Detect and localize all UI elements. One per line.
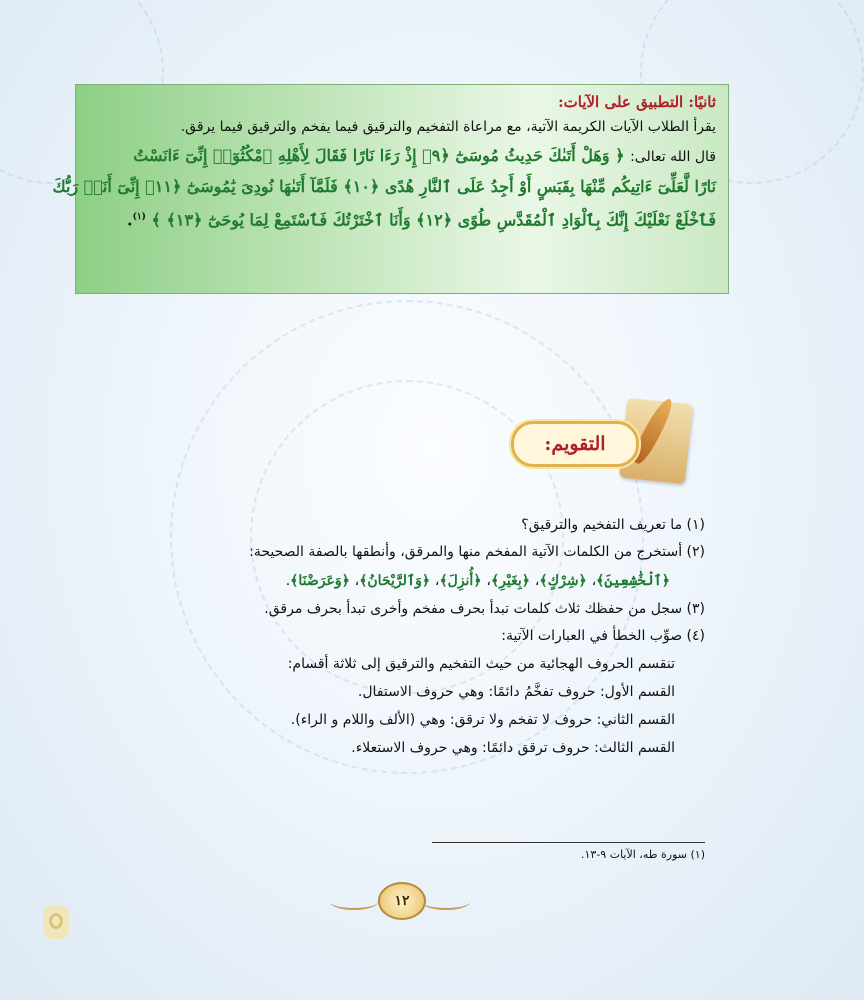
evaluation-title: التقويم:: [544, 433, 606, 455]
statement-part-1: القسم الأول: حروف تفخَّمُ دائمًا: وهي حروف الاستفال.: [357, 684, 675, 700]
verse-line-2: نَارًا لَّعَلِّىٓ ءَاتِيكُم مِّنْهَا بِقَبَسٍ أَوْ أَجِدُ عَلَى ٱلنَّارِ هُدًى ﴿١٠﴾ فَلَمَّآ أَتَىٰهَا نُودِىَ يَٰمُوسَىٰٓ ﴿١١﴾ إِنِّىٓ أَنَا۠ رَبُّكَ: [52, 177, 716, 196]
evaluation-title-badge: [511, 421, 639, 467]
footnote-divider: [432, 842, 705, 843]
word-separator: ،: [486, 573, 491, 589]
question-4-statements: [230, 650, 705, 762]
word-item: ﴿ٱلْخَٰشِعِينَ﴾: [596, 573, 670, 589]
verse-lead: قال الله تعالى:: [630, 149, 716, 165]
words-end-mark: .: [285, 573, 291, 589]
footnote-text: (١) سورة طه، الآيات ٩-١٣.: [580, 848, 705, 861]
verse-text-1: ﴿ وَهَلْ أَتَىٰكَ حَدِيثُ مُوسَىٰٓ ﴿٩﴾ إِذْ رَءَا نَارًا فَقَالَ لِأَهْلِهِ ٱمْكُثُوٓا۟ إِنِّىٓ ءَانَسْتُ: [133, 146, 625, 165]
word-item: ﴿بِغَيْرِ﴾: [490, 573, 530, 589]
word-separator: ،: [434, 573, 440, 589]
footnote-reference: (١): [132, 212, 146, 222]
word-item: ﴿أُنزِلَ﴾: [439, 573, 482, 589]
practice-instruction: يقرأ الطلاب الآيات الكريمة الآتية، مع مراعاة التفخيم والترقيق فيما يفخم والترقيق فيما يرقق.: [180, 119, 716, 135]
publisher-logo: [43, 905, 69, 939]
verse-line-3: [88, 202, 716, 235]
evaluation-header: [505, 395, 705, 495]
page-number: ١٢: [378, 882, 426, 920]
quran-verses: [52, 141, 716, 235]
question-3: (٣) سجل من حفظك ثلاث كلمات تبدأ بحرف مفخم وأخرى تبدأ بحرف مرقق.: [264, 601, 705, 617]
word-item: ﴿شِرْكٍ﴾: [539, 573, 587, 589]
word-item: ﴿وَٱلرَّيْحَانُ﴾: [359, 573, 431, 589]
flourish-icon: [330, 894, 378, 910]
verse-line-1: [88, 141, 716, 172]
word-separator: ،: [354, 573, 360, 589]
question-2: (٢) أستخرج من الكلمات الآتية المفخم منها والمرقق، وأنطقها بالصفة الصحيحة:: [249, 544, 705, 560]
statement-part-3: القسم الثالث: حروف ترقق دائمًا: وهي حروف الاستعلاء.: [351, 740, 675, 756]
page-number-ornament: [330, 880, 470, 924]
word-separator: ،: [591, 573, 597, 589]
word-separator: ،: [534, 573, 540, 589]
question-2-words: [230, 566, 705, 596]
practice-section-title: ثانيًا: التطبيق على الآيات:: [558, 93, 716, 111]
verse-end-mark: .: [126, 210, 133, 230]
word-item: ﴿وَعَرَضْنَا﴾: [290, 573, 350, 589]
question-1: (١) ما تعريف التفخيم والترقيق؟: [521, 517, 705, 533]
verses-practice-box: [52, 84, 729, 294]
question-4: (٤) صوِّب الخطأ في العبارات الآتية:: [501, 628, 705, 644]
evaluation-questions: [230, 512, 705, 762]
verse-text-3: فَٱخْلَعْ نَعْلَيْكَ إِنَّكَ بِٱلْوَادِ ٱلْمُقَدَّسِ طُوًى ﴿١٢﴾ وَأَنَا ٱخْتَرْتُكَ فَٱسْتَمِعْ لِمَا يُوحَىٰٓ ﴿١٣﴾ ﴾: [151, 210, 716, 230]
statement-part-2: القسم الثاني: حروف لا تفخم ولا ترقق: وهي (الألف واللام و الراء).: [290, 712, 675, 728]
flourish-icon: [422, 894, 470, 910]
statement-intro: تنقسم الحروف الهجائية من حيث التفخيم والترقيق إلى ثلاثة أقسام:: [287, 656, 675, 672]
